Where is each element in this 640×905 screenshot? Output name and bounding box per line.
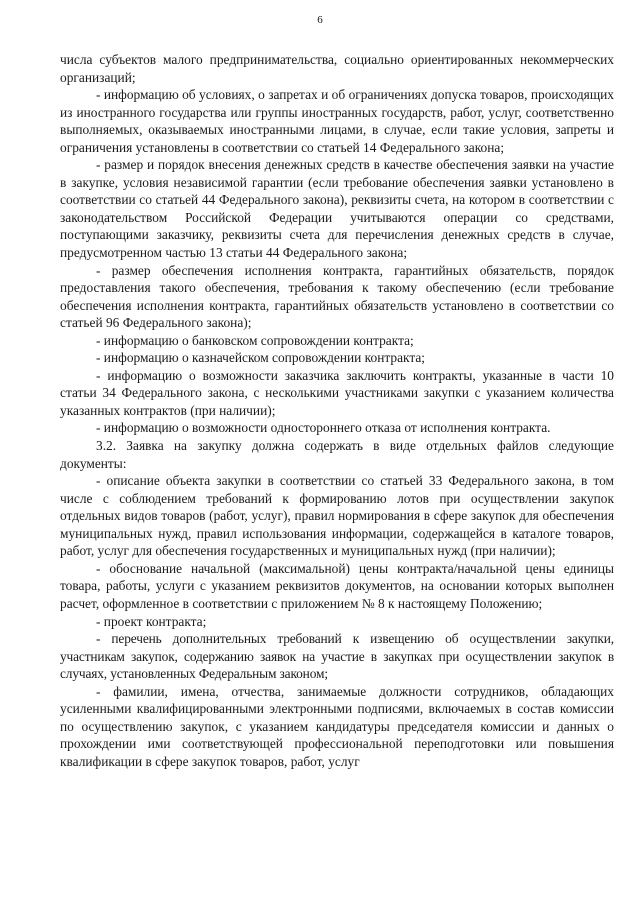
- paragraph-additional-requirements: - перечень дополнительных требований к извещению об осуществлении закупки, участникам закупок, содержанию заявок на участие в закупках при осуществлении закупок в случаях, установленных Федеральным законом;: [60, 631, 614, 682]
- document-body: [60, 51, 614, 770]
- paragraph-object-description: - описание объекта закупки в соответствии со статьей 33 Федерального закона, в том числе с соблюдением требований к формированию лотов при осуществлении закупок отдельных видов товаров (работ, услуг), правил нормирования в сфере закупок для обеспечения муниципальных нужд, правил использования информации, содержащейся в каталоге товаров, работ, услуг для обеспечения государственных и муниципальных нужд (при наличии);: [60, 473, 614, 559]
- paragraph-contract-security: - размер обеспечения исполнения контракта, гарантийных обязательств, порядок предоставления такого обеспечения, требования к такому обеспечению (если требование обеспечения исполнения контракта, гарантийных обязательств установлено в соответствии со статьей 96 Федерального закона);: [60, 262, 614, 331]
- paragraph-treasury-support: - информацию о казначейском сопровождении контракта;: [96, 350, 426, 366]
- paragraph-price-justification: - обоснование начальной (максимальной) цены контракта/начальной цены единицы товара, работы, услуги с указанием реквизитов документов, на основании которых выполнен расчет, оформленное в соответствии с приложением № 8 к настоящему Положению;: [60, 560, 614, 611]
- paragraph-unilateral-refusal: - информацию о возможности одностороннего отказа от исполнения контракта.: [96, 420, 551, 436]
- paragraph-commission-members: - фамилии, имена, отчества, занимаемые должности сотрудников, обладающих усиленными квалифицированными электронными подписями, включаемых в состав комиссии по осуществлению закупок, с указанием кандидатуры председателя комиссии и данных о прохождении ими соответствующей профессиональной переподготовки или повышения квалификации в сфере закупок товаров, работ, услуг: [60, 683, 614, 769]
- paragraph-bid-security: - размер и порядок внесения денежных средств в качестве обеспечения заявки на участие в закупке, условия независимой гарантии (если требование обеспечения заявки установлено в соответствии со статьей 44 Федерального закона), реквизиты счета, на котором в соответствии с законодательством Российской Федерации учитываются операции со средствами, поступающими заказчику, реквизиты счета для перечисления денежных средств в случае, предусмотренном частью 13 статьи 44 Федерального закона;: [60, 157, 614, 261]
- paragraph-multiple-contracts: - информацию о возможности заказчика заключить контракты, указанные в части 10 статьи 34 Федерального закона, с несколькими участниками закупки с указанием количества указанных контрактов (при наличии);: [60, 367, 614, 418]
- paragraph-section-3-2: 3.2. Заявка на закупку должна содержать в виде отдельных файлов следующие документы:: [60, 438, 614, 471]
- page-number: 6: [317, 14, 323, 26]
- paragraph-continuation: числа субъектов малого предпринимательства, социально ориентированных некоммерческих организаций;: [60, 52, 614, 85]
- paragraph-bank-support: - информацию о банковском сопровождении контракта;: [96, 332, 414, 348]
- paragraph-draft-contract: - проект контракта;: [96, 613, 207, 629]
- paragraph-foreign-goods-restrictions: - информацию об условиях, о запретах и об ограничениях допуска товаров, происходящих из иностранного государства или группы иностранных государств, работ, услуг, соответственно выполняемых, оказываемых иностранными лицами, в случае, если такие условия, запреты и ограничения установлены в соответствии со статьей 14 Федерального закона;: [60, 87, 614, 155]
